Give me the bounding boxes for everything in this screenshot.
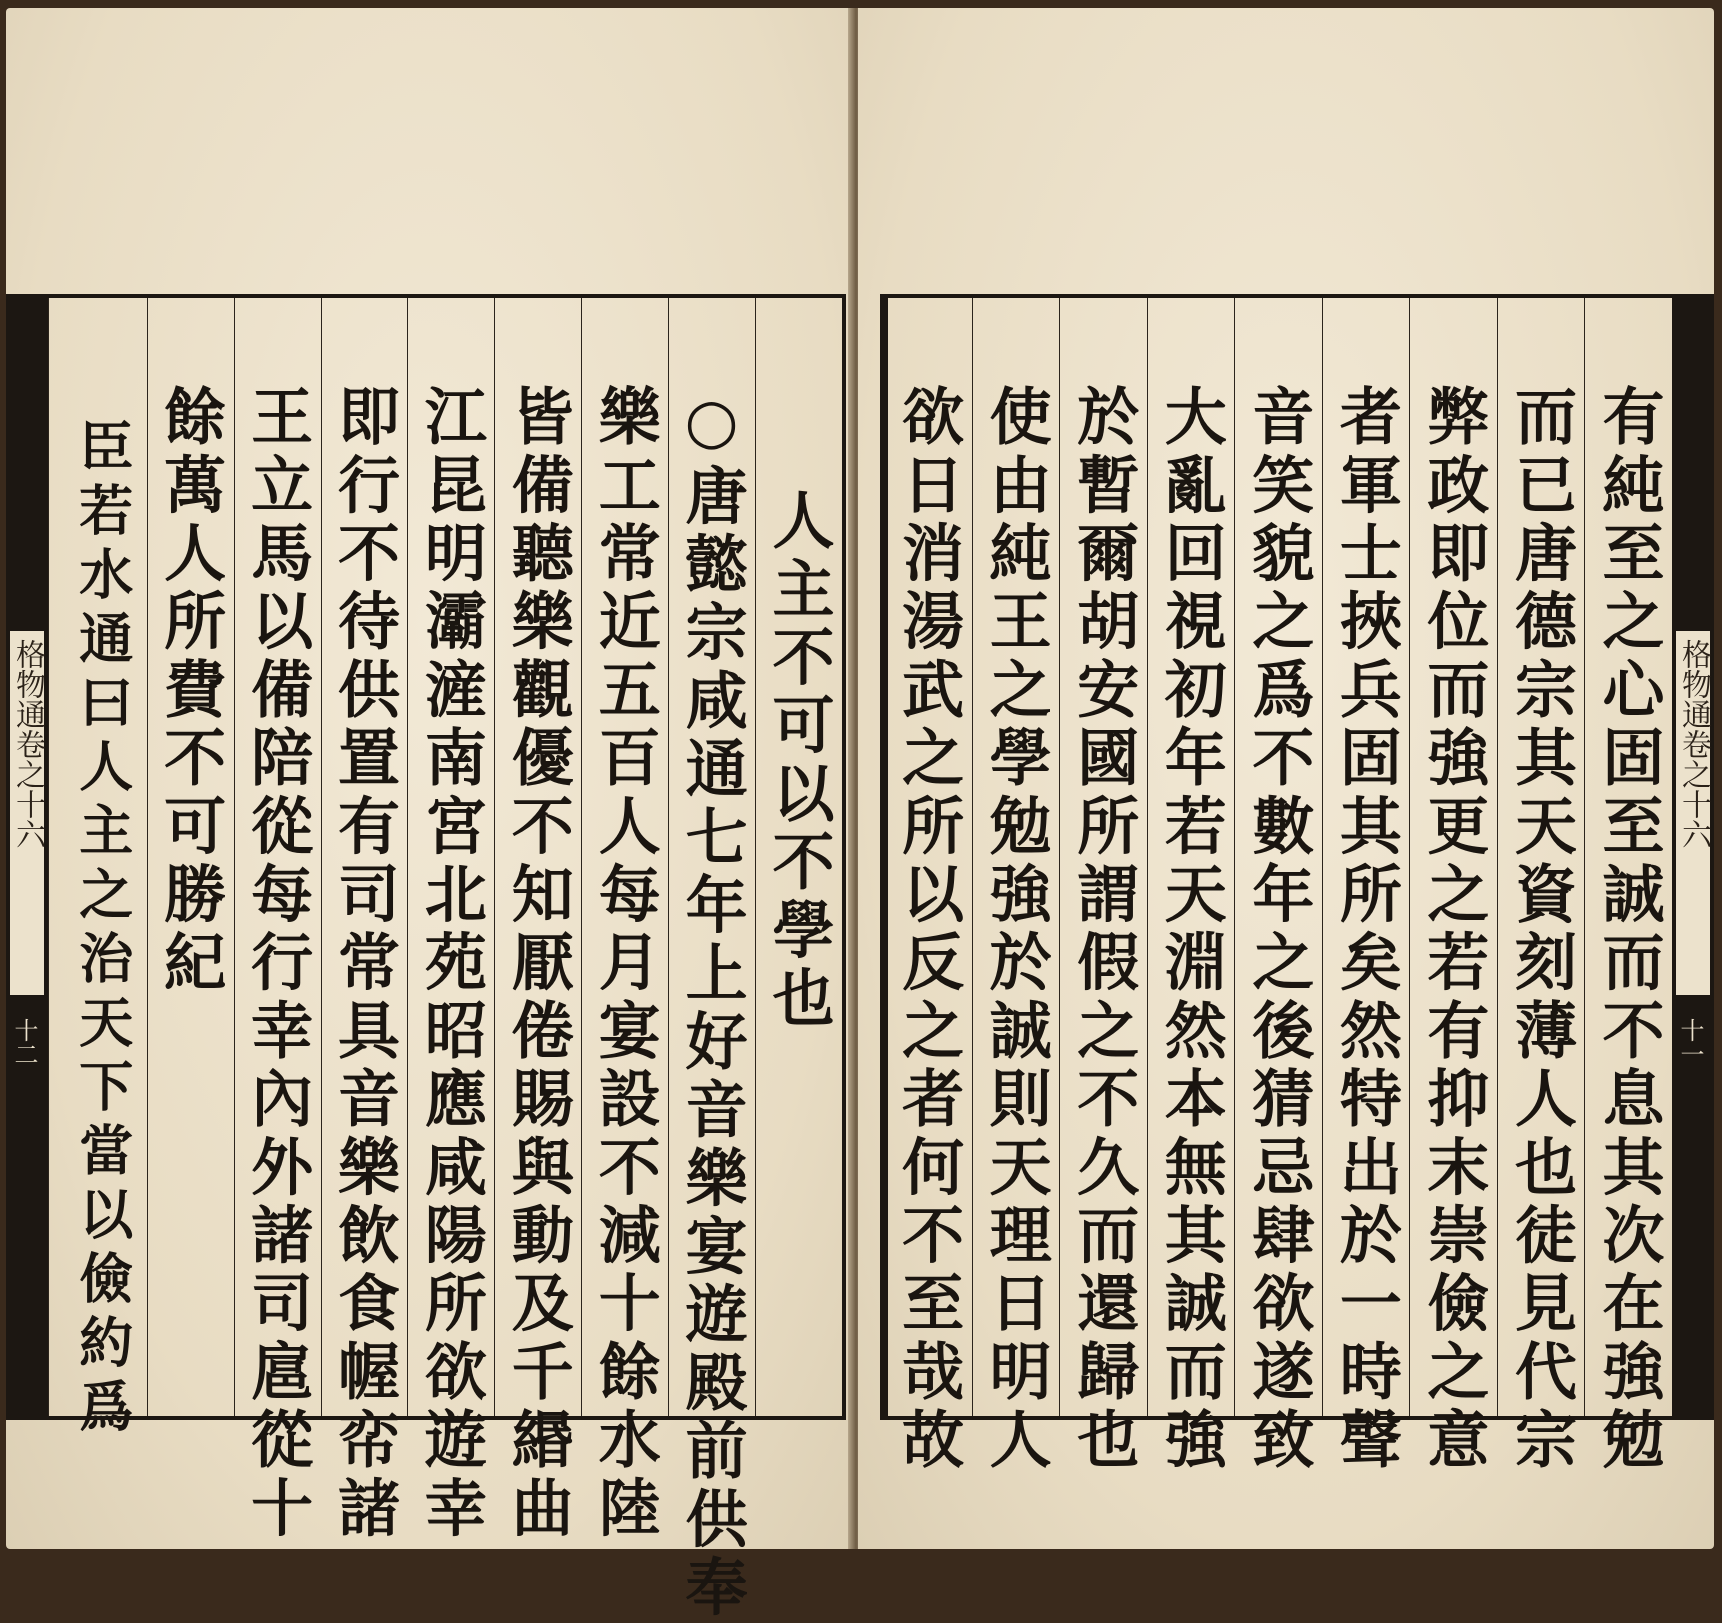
column-text: 即行不待供置有司常具音樂飲食幄帟諸 [327,384,401,1544]
text-column [407,298,494,1544]
text-column [48,298,147,1442]
column-text: 王立馬以備陪從每行幸內外諸司扈從十 [240,384,314,1544]
text-column [1584,298,1672,1476]
text-column [581,298,668,1544]
column-text: 弊政即位而強更之若有抑末崇儉之意 [1416,384,1490,1476]
column-text: 大亂回視初年若天淵然本無其誠而強 [1154,384,1228,1476]
column-text: 臣若水通曰人主之治天下當以儉約爲 [70,418,135,1442]
column-text: 餘萬人所費不可勝紀 [153,384,227,998]
column-text: 使由純王之學勉強於誠則天理日明人 [979,384,1053,1476]
right-banxin [1672,298,1714,1416]
left-page-frame [6,294,846,1623]
right-page [858,8,1714,1549]
text-column [1059,298,1147,1476]
text-column [884,298,972,1476]
text-column [1322,298,1410,1476]
column-text: 人主不可以不學也 [762,488,835,1034]
left-banxin-leaf: 十二 [10,1018,38,1066]
right-page-frame [880,294,1714,1476]
column-text: 欲日消湯武之所以反之者何不至哉故 [891,384,965,1476]
column-text: 於暫爾胡安國所謂假之不久而還歸也 [1066,384,1140,1476]
right-text-columns [884,298,1672,1476]
column-text: 有純至之心固至誠而不息其次在強勉 [1592,384,1665,1476]
text-column [1234,298,1322,1476]
right-banxin-leaf: 十一 [1676,1018,1704,1066]
column-text: ○唐懿宗咸通七年上好音樂宴遊殿前供奉 [675,384,749,1623]
text-column [1409,298,1497,1476]
column-text: 江昆明灞滻南宮北苑昭應咸陽所欲遊幸 [414,384,488,1544]
column-text: 樂工常近五百人每月宴設不減十餘水陸 [588,384,662,1544]
text-column [668,298,755,1623]
right-banxin-title: 格物通卷之十六 [1676,628,1710,998]
left-banxin [6,298,48,1416]
column-text: 而已唐德宗其天資刻薄人也徒見代宗 [1504,384,1578,1476]
text-column [755,298,842,1416]
left-banxin-title: 格物通卷之十六 [10,628,44,998]
text-column [1147,298,1235,1476]
text-column [234,298,321,1544]
text-column [321,298,408,1544]
text-column [972,298,1060,1476]
column-text: 者軍士挾兵固其所矣然特出於一時聲 [1329,384,1403,1476]
column-text: 皆備聽樂觀優不知厭倦賜與動及千緡曲 [501,384,575,1544]
text-column [147,298,234,1416]
text-column [494,298,581,1544]
left-text-columns [48,298,842,1623]
text-column [1497,298,1585,1476]
left-page [6,8,854,1623]
column-text: 音笑貌之爲不數年之後猜忌肆欲遂致 [1241,384,1315,1476]
